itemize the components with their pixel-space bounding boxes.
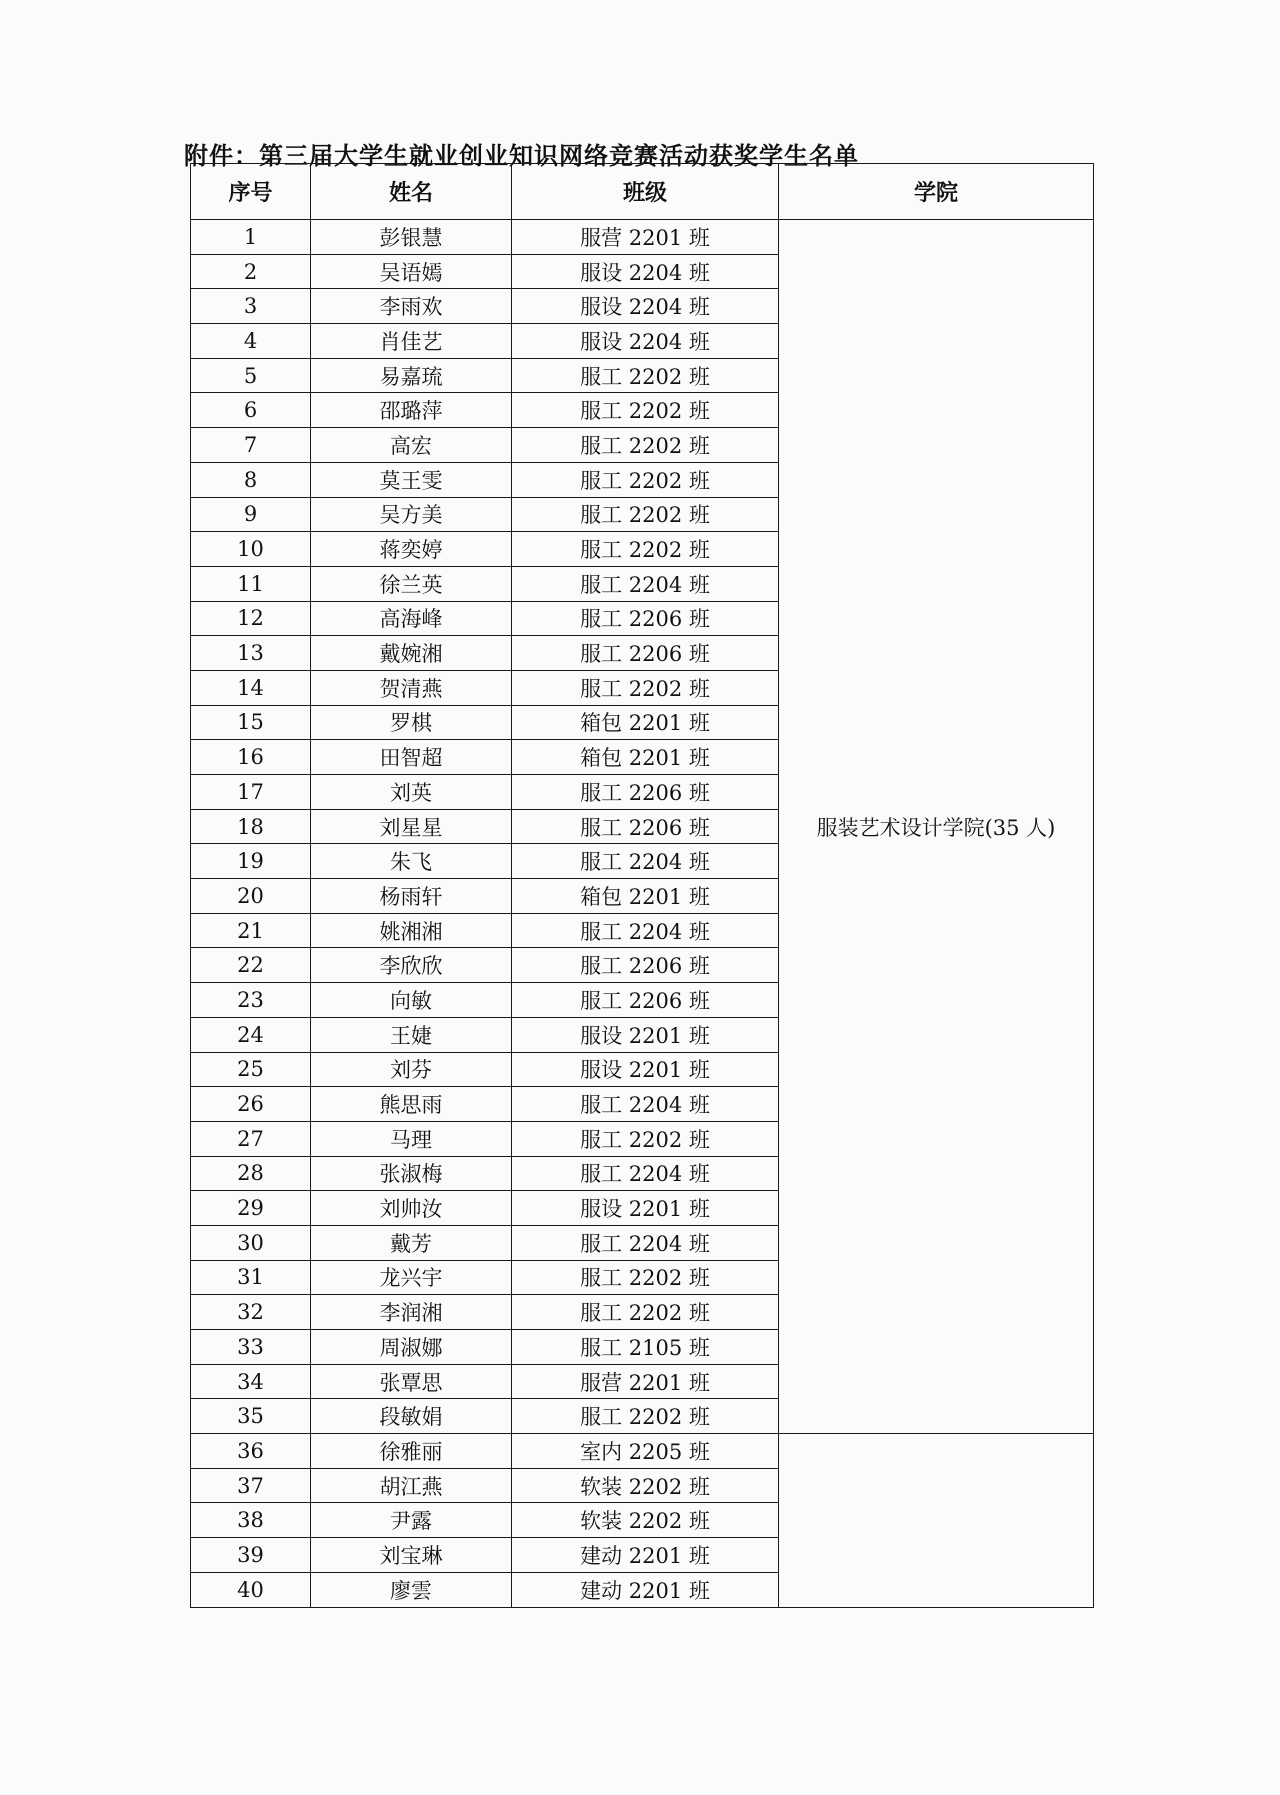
table-header-row <box>191 164 1094 220</box>
cell-seq: 37 <box>191 1468 311 1503</box>
cell-class: 服设 2201 班 <box>512 1191 779 1226</box>
header-class: 班级 <box>512 164 779 220</box>
cell-seq: 4 <box>191 324 311 359</box>
cell-class: 服设 2201 班 <box>512 1017 779 1052</box>
cell-class: 服工 2206 班 <box>512 601 779 636</box>
cell-class: 服工 2202 班 <box>512 497 779 532</box>
cell-class: 服设 2201 班 <box>512 1052 779 1087</box>
cell-seq: 35 <box>191 1399 311 1434</box>
cell-name: 刘宝琳 <box>311 1538 512 1573</box>
cell-seq: 30 <box>191 1225 311 1260</box>
cell-class: 箱包 2201 班 <box>512 879 779 914</box>
cell-name: 张覃思 <box>311 1364 512 1399</box>
cell-class: 软装 2202 班 <box>512 1468 779 1503</box>
header-name: 姓名 <box>311 164 512 220</box>
cell-class: 服工 2202 班 <box>512 1260 779 1295</box>
cell-name: 蒋奕婷 <box>311 532 512 567</box>
cell-name: 罗棋 <box>311 705 512 740</box>
cell-class: 服工 2202 班 <box>512 532 779 567</box>
cell-seq: 7 <box>191 428 311 463</box>
cell-name: 吴语嫣 <box>311 254 512 289</box>
cell-class: 服设 2204 班 <box>512 289 779 324</box>
cell-name: 向敏 <box>311 983 512 1018</box>
cell-seq: 25 <box>191 1052 311 1087</box>
cell-college: 服装艺术设计学院(35 人) <box>779 220 1094 1434</box>
cell-name: 肖佳艺 <box>311 324 512 359</box>
cell-name: 杨雨轩 <box>311 879 512 914</box>
cell-seq: 33 <box>191 1330 311 1365</box>
cell-name: 王婕 <box>311 1017 512 1052</box>
cell-seq: 13 <box>191 636 311 671</box>
cell-seq: 28 <box>191 1156 311 1191</box>
cell-class: 服工 2105 班 <box>512 1330 779 1365</box>
cell-class: 服工 2206 班 <box>512 948 779 983</box>
cell-class: 服工 2202 班 <box>512 1295 779 1330</box>
cell-name: 邵璐萍 <box>311 393 512 428</box>
table-row <box>191 220 1094 255</box>
table-body <box>191 220 1094 1608</box>
cell-seq: 22 <box>191 948 311 983</box>
cell-seq: 19 <box>191 844 311 879</box>
cell-name: 周淑娜 <box>311 1330 512 1365</box>
cell-name: 姚湘湘 <box>311 913 512 948</box>
cell-seq: 39 <box>191 1538 311 1573</box>
cell-name: 田智超 <box>311 740 512 775</box>
cell-name: 刘芬 <box>311 1052 512 1087</box>
cell-class: 服营 2201 班 <box>512 220 779 255</box>
cell-name: 李雨欢 <box>311 289 512 324</box>
cell-name: 高宏 <box>311 428 512 463</box>
cell-class: 服工 2202 班 <box>512 1399 779 1434</box>
cell-class: 服工 2202 班 <box>512 462 779 497</box>
cell-name: 熊思雨 <box>311 1087 512 1122</box>
cell-seq: 9 <box>191 497 311 532</box>
cell-seq: 38 <box>191 1503 311 1538</box>
cell-seq: 1 <box>191 220 311 255</box>
cell-name: 贺清燕 <box>311 670 512 705</box>
cell-class: 建动 2201 班 <box>512 1572 779 1607</box>
cell-class: 服工 2204 班 <box>512 1156 779 1191</box>
cell-seq: 6 <box>191 393 311 428</box>
cell-seq: 15 <box>191 705 311 740</box>
award-table <box>190 163 1094 1608</box>
cell-seq: 14 <box>191 670 311 705</box>
cell-class: 服工 2202 班 <box>512 670 779 705</box>
cell-class: 服工 2202 班 <box>512 428 779 463</box>
cell-class: 服工 2206 班 <box>512 636 779 671</box>
cell-name: 胡江燕 <box>311 1468 512 1503</box>
cell-seq: 21 <box>191 913 311 948</box>
cell-name: 莫王雯 <box>311 462 512 497</box>
cell-name: 刘英 <box>311 775 512 810</box>
cell-class: 服工 2206 班 <box>512 983 779 1018</box>
cell-seq: 17 <box>191 775 311 810</box>
cell-class: 服工 2204 班 <box>512 566 779 601</box>
cell-seq: 24 <box>191 1017 311 1052</box>
cell-seq: 11 <box>191 566 311 601</box>
cell-name: 戴婉湘 <box>311 636 512 671</box>
cell-class: 箱包 2201 班 <box>512 705 779 740</box>
cell-seq: 2 <box>191 254 311 289</box>
cell-seq: 3 <box>191 289 311 324</box>
cell-class: 服工 2206 班 <box>512 809 779 844</box>
cell-name: 龙兴宇 <box>311 1260 512 1295</box>
cell-class: 服工 2202 班 <box>512 1121 779 1156</box>
cell-name: 高海峰 <box>311 601 512 636</box>
cell-name: 吴方美 <box>311 497 512 532</box>
cell-seq: 26 <box>191 1087 311 1122</box>
cell-class: 服工 2204 班 <box>512 913 779 948</box>
cell-class: 服营 2201 班 <box>512 1364 779 1399</box>
header-seq: 序号 <box>191 164 311 220</box>
cell-name: 徐雅丽 <box>311 1434 512 1469</box>
cell-seq: 31 <box>191 1260 311 1295</box>
cell-class: 室内 2205 班 <box>512 1434 779 1469</box>
cell-seq: 20 <box>191 879 311 914</box>
cell-class: 服设 2204 班 <box>512 254 779 289</box>
cell-college-empty <box>779 1434 1094 1607</box>
cell-class: 建动 2201 班 <box>512 1538 779 1573</box>
cell-name: 李欣欣 <box>311 948 512 983</box>
cell-seq: 5 <box>191 358 311 393</box>
cell-name: 张淑梅 <box>311 1156 512 1191</box>
cell-seq: 18 <box>191 809 311 844</box>
cell-name: 彭银慧 <box>311 220 512 255</box>
cell-class: 软装 2202 班 <box>512 1503 779 1538</box>
cell-class: 服工 2204 班 <box>512 1087 779 1122</box>
page-title: 附件：第三届大学生就业创业知识网络竞赛活动获奖学生名单 <box>184 141 859 170</box>
cell-name: 刘星星 <box>311 809 512 844</box>
cell-seq: 27 <box>191 1121 311 1156</box>
cell-class: 服工 2202 班 <box>512 393 779 428</box>
cell-class: 服工 2202 班 <box>512 358 779 393</box>
table-row <box>191 1434 1094 1469</box>
cell-name: 李润湘 <box>311 1295 512 1330</box>
cell-seq: 16 <box>191 740 311 775</box>
cell-class: 服工 2206 班 <box>512 775 779 810</box>
cell-seq: 29 <box>191 1191 311 1226</box>
cell-name: 徐兰英 <box>311 566 512 601</box>
cell-name: 尹露 <box>311 1503 512 1538</box>
cell-seq: 12 <box>191 601 311 636</box>
cell-name: 戴芳 <box>311 1225 512 1260</box>
cell-seq: 34 <box>191 1364 311 1399</box>
cell-seq: 32 <box>191 1295 311 1330</box>
cell-seq: 40 <box>191 1572 311 1607</box>
cell-name: 朱飞 <box>311 844 512 879</box>
cell-name: 廖雲 <box>311 1572 512 1607</box>
cell-name: 段敏娟 <box>311 1399 512 1434</box>
cell-seq: 36 <box>191 1434 311 1469</box>
cell-seq: 8 <box>191 462 311 497</box>
cell-name: 马理 <box>311 1121 512 1156</box>
cell-name: 刘帅汝 <box>311 1191 512 1226</box>
header-college: 学院 <box>779 164 1094 220</box>
cell-seq: 10 <box>191 532 311 567</box>
cell-seq: 23 <box>191 983 311 1018</box>
cell-class: 服工 2204 班 <box>512 1225 779 1260</box>
cell-class: 箱包 2201 班 <box>512 740 779 775</box>
cell-class: 服工 2204 班 <box>512 844 779 879</box>
cell-class: 服设 2204 班 <box>512 324 779 359</box>
cell-name: 易嘉琉 <box>311 358 512 393</box>
